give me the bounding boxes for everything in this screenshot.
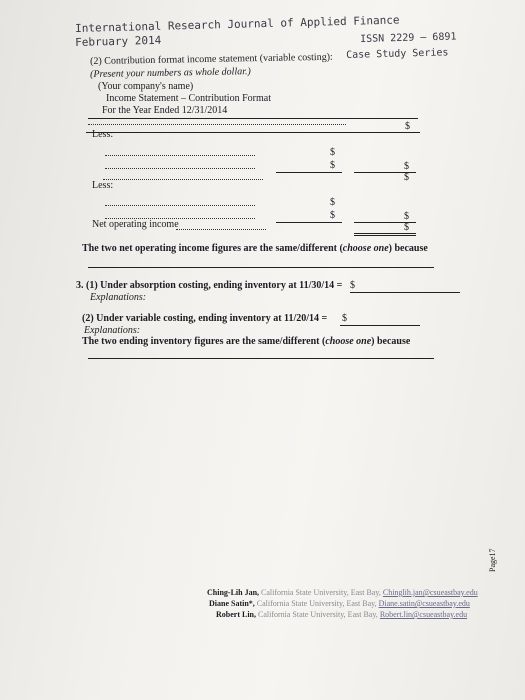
page-number: Page17	[488, 548, 497, 572]
less-label-2: Less:	[92, 180, 114, 191]
q3-2-dollar: $	[342, 313, 347, 324]
inventory-comparison: The two ending inventory figures are the same/different (choose one) because	[82, 336, 411, 347]
noi-rule-2	[354, 235, 416, 236]
author-2: Diane Satin*, California State University, East Bay, Diane.satin@csueastbay.edu	[209, 599, 470, 608]
vc1-dollar: $	[330, 147, 335, 158]
q3-1-answer-line[interactable]	[350, 292, 460, 293]
vc-subtotal-rule	[276, 172, 342, 173]
fc2-dollar: $	[330, 210, 335, 221]
noi-dollar: $	[404, 222, 409, 233]
question-3-1: 3. (1) Under absorption costing, ending inventory at 11/30/14 =	[76, 280, 343, 291]
noi-answer-line[interactable]	[88, 267, 434, 268]
series-label: Case Study Series	[346, 47, 449, 61]
variable-cost-line-1[interactable]	[105, 155, 255, 156]
contribution-margin-line[interactable]	[103, 179, 263, 180]
cm-dollar: $	[404, 172, 409, 183]
vc2-dollar: $	[330, 160, 335, 171]
fc1-dollar: $	[330, 197, 335, 208]
fixed-cost-line-1[interactable]	[105, 205, 255, 206]
author-1: Ching-Lih Jan, California State University, East Bay, Chinglih.jan@csueastbay.edu	[207, 588, 478, 597]
less-label-1: Less:	[92, 129, 114, 140]
fc-total-dollar: $	[404, 211, 409, 222]
company-name-placeholder: (Your company's name)	[98, 81, 194, 92]
vc-total-dollar: $	[404, 161, 409, 172]
section-2-title: (2) Contribution format income statement (variable costing):	[90, 51, 333, 67]
q3-1-explanations: Explanations:	[90, 292, 147, 303]
section-2-instruction: (Present your numbers as whole dollar.)	[90, 66, 251, 80]
period-underline	[88, 118, 418, 119]
noi-rule-1	[354, 233, 416, 234]
variable-cost-line-2[interactable]	[105, 168, 255, 169]
statement-title: Income Statement – Contribution Format	[106, 93, 271, 104]
sales-dollar: $	[405, 121, 410, 132]
issn: ISSN 2229 – 6891	[360, 31, 457, 45]
noi-leader	[176, 229, 266, 230]
journal-title: International Research Journal of Applied Finance	[75, 13, 400, 35]
sales-rule	[86, 132, 420, 133]
inventory-answer-line[interactable]	[88, 358, 434, 359]
q3-2-explanations: Explanations:	[84, 325, 141, 336]
net-operating-income-label: Net operating income	[92, 219, 179, 230]
issue-date: February 2014	[75, 33, 162, 49]
fc-subtotal-rule	[276, 222, 342, 223]
sales-line[interactable]	[88, 124, 346, 125]
author-3: Robert Lin, California State University, East Bay, Robert.lin@csueastbay.edu	[216, 610, 468, 619]
q3-1-dollar: $	[350, 280, 355, 291]
q3-2-answer-line[interactable]	[340, 325, 420, 326]
noi-comparison: The two net operating income figures are the same/different (choose one) because	[82, 243, 428, 254]
statement-period: For the Year Ended 12/31/2014	[102, 105, 228, 116]
question-3-2: (2) Under variable costing, ending inventory at 11/20/14 =	[82, 313, 328, 324]
